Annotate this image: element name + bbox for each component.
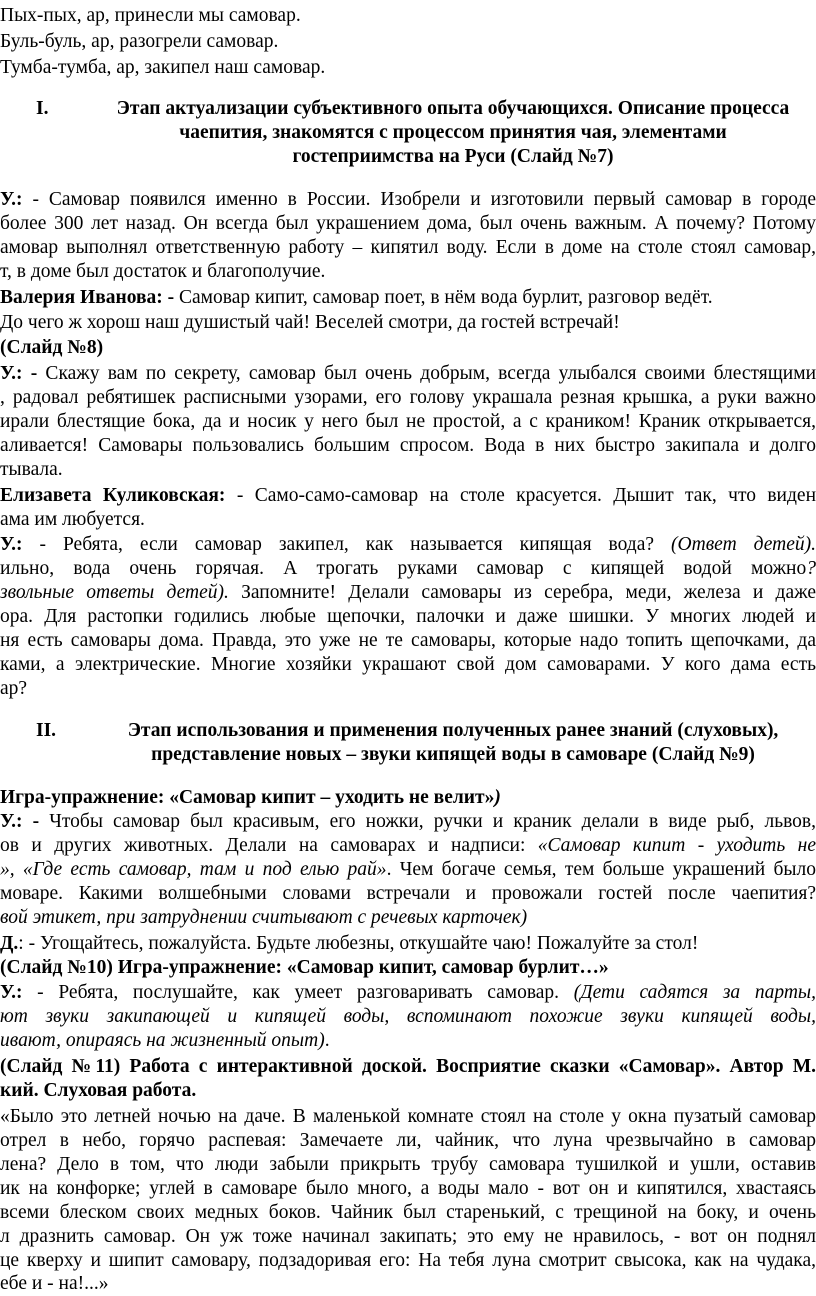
paragraph-line <box>0 557 816 581</box>
story-line: л дразнить самовар. Он уж тоже начинал закипать; это ему не нравилось, - вот он поднял <box>0 1225 816 1249</box>
paragraph-line: ками, а электрические. Многие хозяйки украшают свой дом самоварами. У кого дама есть <box>0 653 816 677</box>
story-line: всеми блеском своих медных боков. Чайник был старенький, с трещиной на боку, и очень <box>0 1201 816 1225</box>
section-2-title-line: представление новых – звуки кипящей воды в самоваре (Слайд №9) <box>90 744 816 766</box>
paragraph-text: Запомните! Делали самовары из серебра, меди, железа и даже <box>229 582 816 603</box>
activity-title: (Слайд №11) Работа с интерактивной доской. Восприятие сказки «Самовар». Автор М. <box>0 1055 816 1079</box>
paragraph-line: ня есть самовары дома. Правда, это уже не те самовары, которые надо топить щепочками, да <box>0 629 816 653</box>
paragraph-line <box>0 533 816 557</box>
activity-title-text: Игра-упражнение: «Самовар кипит – уходить не велит» <box>0 787 494 808</box>
paragraph-text: - Ребята, послушайте, как умеет разговаривать самовар. <box>23 982 574 1003</box>
activity-title <box>0 786 816 810</box>
paragraph-line: более 300 лет назад. Он всегда был украшением дома, был очень важным. А почему? Потому <box>0 212 816 236</box>
paragraph-text: ов и других животных. Делали на самоварах и надписи: <box>0 835 538 856</box>
activity-title: (Слайд №10) Игра-упражнение: «Самовар кипит, самовар бурлит…» <box>0 956 816 980</box>
paragraph-line <box>0 362 816 386</box>
poem-line-text: Буль-буль, ар, разогрели самовар. <box>0 31 278 52</box>
story-line: ебе и - на!...» <box>0 1272 816 1296</box>
speaker-label: У.: <box>0 534 23 555</box>
story-line: «Было это летней ночью на даче. В маленькой комнате стоял на столе у окна пузатый самовар <box>0 1105 816 1129</box>
paragraph-line: До чего ж хорош наш душистый чай! Веселей смотри, да гостей встречай! <box>0 311 816 335</box>
paragraph-line: , радовал ребятишек расписными узорами, его голову украшала резная крышка, а руки важно <box>0 386 816 410</box>
paragraph-line <box>0 810 816 834</box>
italic-quote: «Самовар кипит - уходить не <box>538 835 816 856</box>
poem-line-text: Пых-пых, ар, принесли мы самовар. <box>0 5 301 26</box>
paragraph-line <box>0 981 816 1005</box>
speaker-label: У.: - <box>0 363 37 384</box>
paragraph-line: ар? <box>0 677 816 701</box>
paragraph-text: ильно, вода очень горячая. А трогать руками самовар с кипящей водой можно <box>0 558 806 579</box>
poem-line-text: Тумба-тумба, ар, закипел наш самовар. <box>0 57 325 78</box>
paragraph-line <box>0 932 816 956</box>
section-2-number: II. <box>36 720 56 742</box>
paragraph-line <box>0 188 816 212</box>
speaker-label: У.: <box>0 189 23 210</box>
italic-note: вой этикет, при затруднении считывают с речевых карточек) <box>0 907 527 928</box>
poem-line <box>0 56 816 80</box>
story-line: отрел в небо, горячо распевая: Замечаете ли, чайник, что луна чрезвычайно в самовар <box>0 1129 816 1153</box>
paragraph-line <box>0 858 816 882</box>
paragraph-text: Скажу вам по секрету, самовар был очень добрым, всегда улыбался своими блестящими <box>37 363 816 384</box>
speaker-label: У.: - <box>0 811 39 832</box>
paragraph-text: Самовар кипит, самовар поет, в нём вода бурлит, разговор ведёт. <box>174 287 713 308</box>
paragraph-line <box>0 484 816 508</box>
paragraph-line <box>0 906 816 930</box>
section-1-title-line: Этап актуализации субъективного опыта обучающихся. Описание процесса <box>90 98 816 120</box>
italic-note: (Дети садятся за парты, <box>574 982 816 1003</box>
paragraph-text: Чтобы самовар был красивым, его ножки, ручки и краник делали в виде рыб, львов, <box>39 811 816 832</box>
story-line: це кверху и шипит самовару, подзадоривая его: На тебя луна смотрит свысока, как на чудака, <box>0 1249 816 1273</box>
paragraph-line: ирали блестящие бока, да и носик у него был не простой, а с краником! Краник открывается, <box>0 410 816 434</box>
poem-line <box>0 30 816 54</box>
paragraph-line: ора. Для растопки годились любые щепочки, палочки и даже шишки. У многих людей и <box>0 605 816 629</box>
paragraph-line: аливается! Самовары пользовались большим спросом. Вода в них быстро закипала и долго <box>0 434 816 458</box>
story-line: ик на конфорке; углей в самоваре было много, а воды мало - вот он и кипятился, хвастаясь <box>0 1177 816 1201</box>
paragraph-text: : - Угощайтесь, пожалуйста. Будьте любезны, откушайте чаю! Пожалуйте за стол! <box>18 933 698 954</box>
paragraph-line <box>0 581 816 605</box>
paragraph-line: амовар выполнял ответственную работу – кипятил воду. Если в доме на столе стоял самовар, <box>0 236 816 260</box>
section-1-title-line: гостеприимства на Руси (Слайд №7) <box>90 146 816 168</box>
paragraph-line <box>0 834 816 858</box>
paragraph-text: - Ребята, если самовар закипел, как называется кипящая вода? <box>23 534 672 555</box>
paragraph-text: - Самовар появился именно в России. Изобрели и изготовили первый самовар в городе <box>23 189 816 210</box>
paragraph-line <box>0 1029 816 1053</box>
italic-note: ? <box>806 558 816 579</box>
paragraph-line: моваре. Какими волшебными словами встречали и провожали гостей после чаепития? <box>0 882 816 906</box>
italic-note: (Ответ детей). <box>671 534 816 555</box>
paragraph-text: - Само-само-самовар на столе красуется. Дышит так, что виден <box>225 485 816 506</box>
activity-title: кий. Слуховая работа. <box>0 1079 816 1103</box>
italic-quote: », «Где есть самовар, там и под елью рай» <box>0 859 387 880</box>
section-2-title-line: Этап использования и применения полученных ранее знаний (слуховых), <box>90 720 816 742</box>
paragraph-text: . <box>325 1030 330 1051</box>
poem-line <box>0 4 816 28</box>
story-line: лена? Дело в том, что люди забыли прикрыть трубу самовара тушилкой и ушли, оставив <box>0 1153 816 1177</box>
italic-note: звольные ответы детей). <box>0 582 229 603</box>
paragraph-line: ама им любуется. <box>0 508 816 532</box>
speaker-label: Елизавета Куликовская: <box>0 485 225 506</box>
paragraph-line: ют звуки закипающей и кипящей воды, вспоминают похожие звуки кипящей воды, <box>0 1005 816 1029</box>
speaker-label: Д. <box>0 933 18 954</box>
paragraph-text: . Чем богаче семья, тем больше украшений было <box>387 859 816 880</box>
italic-note: ивают, опираясь на жизненный опыт) <box>0 1030 325 1051</box>
paragraph-line: т, в доме был достаток и благополучие. <box>0 260 816 284</box>
speaker-label: Валерия Иванова: - <box>0 287 174 308</box>
section-1-title-line: чаепития, знакомятся с процессом принятия чая, элементами <box>90 122 816 144</box>
paragraph-line <box>0 286 816 310</box>
section-1-number: I. <box>36 98 48 120</box>
slide-label: (Слайд №8) <box>0 336 816 360</box>
paragraph-line: тывала. <box>0 458 816 482</box>
speaker-label: У.: <box>0 982 23 1003</box>
activity-title-paren: ) <box>494 787 501 808</box>
